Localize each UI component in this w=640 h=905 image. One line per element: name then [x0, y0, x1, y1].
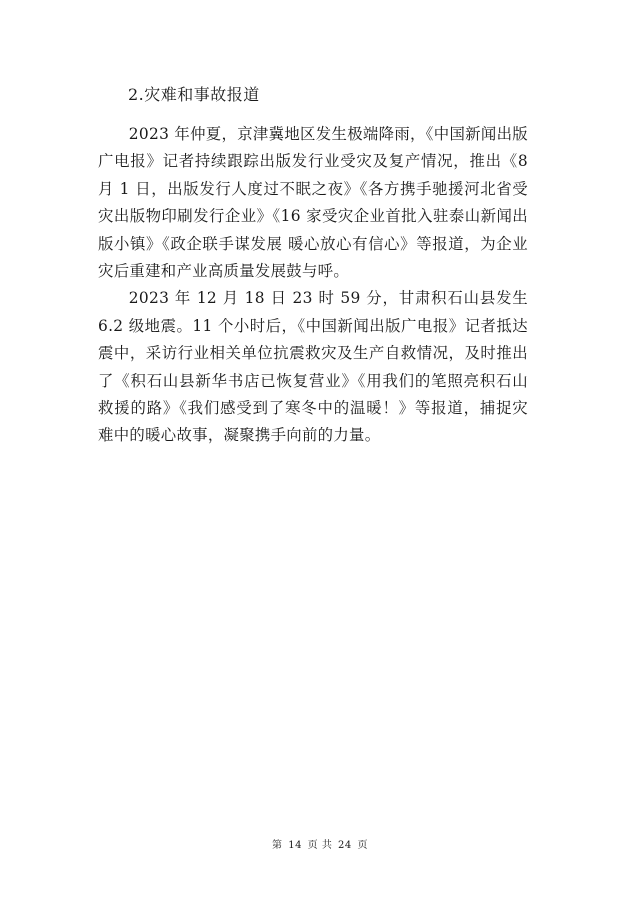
footer-prefix: 第 — [272, 840, 283, 851]
current-page-number: 14 — [288, 840, 302, 851]
page-footer — [0, 836, 640, 851]
total-page-count: 24 — [338, 840, 352, 851]
footer-suffix: 页 — [357, 840, 368, 851]
paragraph-heavy-rain-report: 2023 年仲夏，京津冀地区发生极端降雨，《中国新闻出版广电报》记者持续跟踪出版发行业受灾及复产情况，推出《8 月 1 日，出版发行人度过不眠之夜》《各方携手驰援河北省受灾出版物印刷发行企业》《16 家受灾企业首批入驻泰山新闻出版小镇》《政企联手谋发展 暖心放心有信心》等报道，为企业灾后重建和产业高质量发展鼓与呼。 — [98, 125, 528, 281]
section-heading: 2.灾难和事故报道 — [128, 85, 260, 104]
paragraph-earthquake-report: 2023 年 12 月 18 日 23 时 59 分，甘肃积石山县发生 6.2 级地震。11 个小时后，《中国新闻出版广电报》记者抵达震中，采访行业相关单位抗震救灾及生产自救情况，及时推出了《积石山县新华书店已恢复营业》《用我们的笔照亮积石山救援的路》《我们感受到了寒冬中的温暖！》等报道，捕捉灾难中的暖心故事，凝聚携手向前的力量。 — [98, 289, 528, 445]
body-text — [98, 121, 528, 450]
footer-mid: 页 共 — [307, 840, 333, 851]
